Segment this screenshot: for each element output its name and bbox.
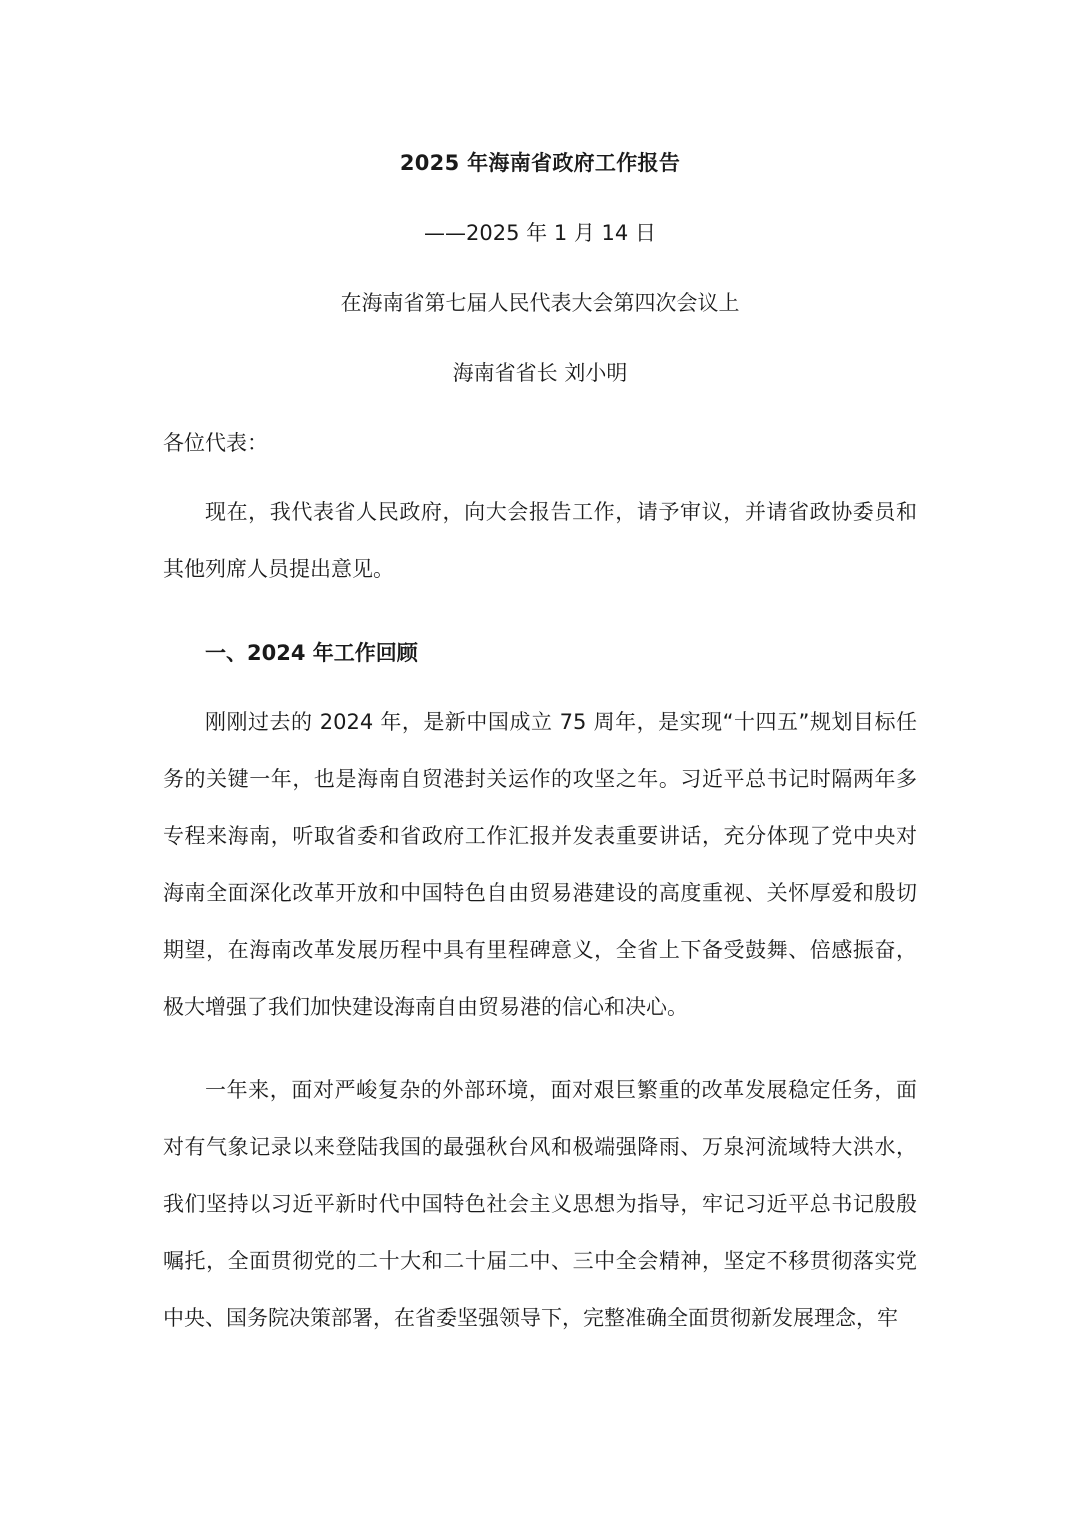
speaker-line: 海南省省长 刘小明 <box>452 361 628 385</box>
report-title: 2025 年海南省政府工作报告 <box>399 151 681 175</box>
date-line: ——2025 年 1 月 14 日 <box>424 221 656 245</box>
body-paragraph-1: 刚刚过去的 2024 年，是新中国成立 75 周年，是实现“十四五”规划目标任务的关键一年，也是海南自贸港封关运作的攻坚之年。习近平总书记时隔两年多专程来海南，听取省委和省政府工作汇报并发表重要讲话，充分体现了党中央对海南全面深化改革开放和中国特色自由贸易港建设的高度重视、关怀厚爱和殷切期望，在海南改革发展历程中具有里程碑意义，全省上下备受鼓舞、倍感振奋，极大增强了我们加快建设海南自由贸易港的信心和决心。 <box>163 710 917 1019</box>
intro-paragraph: 现在，我代表省人民政府，向大会报告工作，请予审议，并请省政协委员和其他列席人员提出意见。 <box>163 500 917 581</box>
venue-line: 在海南省第七届人民代表大会第四次会议上 <box>340 291 740 315</box>
salutation: 各位代表： <box>163 431 268 455</box>
section-heading: 一、2024 年工作回顾 <box>205 641 418 665</box>
document-body <box>163 148 917 1347</box>
body-paragraph-2: 一年来，面对严峻复杂的外部环境，面对艰巨繁重的改革发展稳定任务，面对有气象记录以来登陆我国的最强秋台风和极端强降雨、万泉河流域特大洪水，我们坚持以习近平新时代中国特色社会主义思想为指导，牢记习近平总书记殷殷嘱托，全面贯彻党的二十大和二十届二中、三中全会精神，坚定不移贯彻落实党中央、国务院决策部署，在省委坚强领导下，完整准确全面贯彻新发展理念，牢 <box>163 1078 917 1330</box>
